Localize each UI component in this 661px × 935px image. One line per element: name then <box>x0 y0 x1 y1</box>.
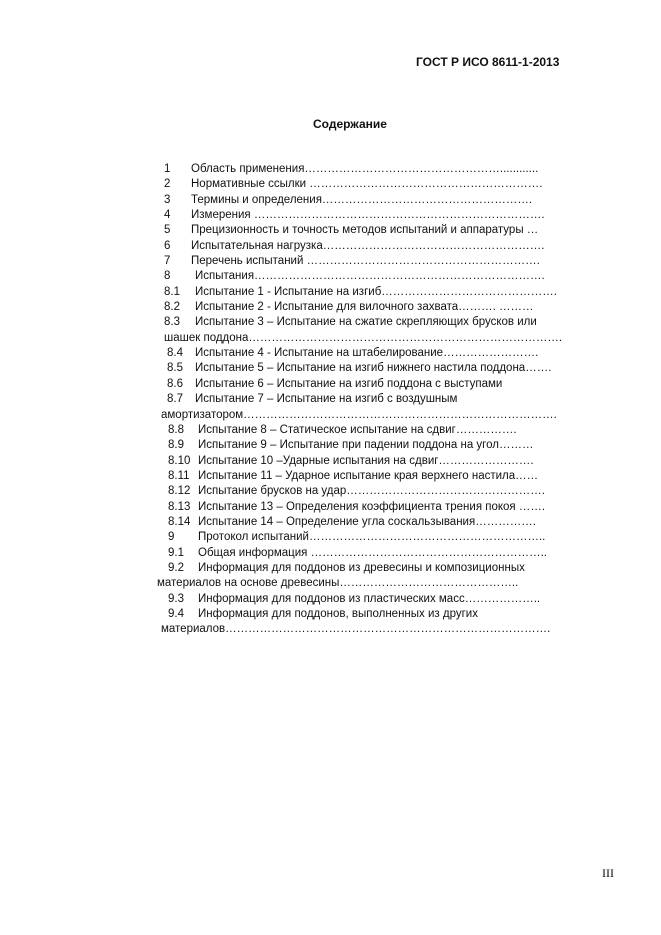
toc-entry[interactable] <box>0 469 661 484</box>
toc-entry-text: Информация для поддонов, выполненных из других <box>198 607 478 620</box>
toc-entry-text: Испытание 2 - Испытание для вилочного захвата………. ……… <box>195 301 534 314</box>
toc-entry-number: 8.13 <box>168 500 191 513</box>
toc-entry[interactable] <box>0 515 661 530</box>
toc-entry-number: 8.10 <box>168 454 191 467</box>
toc-entry-text: Испытание 11 – Ударное испытание края верхнего настила…… <box>198 469 539 482</box>
toc-entry-text: Испытание брусков на удар……………………………………………. <box>198 485 545 498</box>
toc-entry-number: 8.12 <box>168 485 191 498</box>
toc-entry-number: 9 <box>168 531 175 544</box>
toc-entry-text: Общая информация …………………………………………………….. <box>198 546 547 559</box>
toc-entry-continuation[interactable] <box>0 331 661 346</box>
toc-entry-text: Термины и определения………………………………………………. <box>191 193 533 206</box>
toc-title: Содержание <box>313 117 387 131</box>
toc-entry-text: Испытательная нагрузка…………………………………………………. <box>191 239 545 252</box>
toc-entry-text: Протокол испытаний…………………………………………………….. <box>198 531 546 544</box>
toc-entry-text: Область применения……………………………………………............ <box>191 163 539 175</box>
toc-entry-text: Испытание 5 – Испытание на изгиб нижнего настила поддона……. <box>195 362 552 375</box>
toc-entry-text: материалов на основе древесины……………………………………….. <box>157 577 519 590</box>
toc-entry-number: 8.1 <box>164 285 180 298</box>
toc-entry-number: 8.8 <box>168 423 184 436</box>
toc-entry-text: Информация для поддонов из древесины и композиционных <box>198 561 525 574</box>
toc-entry-text: амортизатором………………………………………………………………………. <box>161 408 557 421</box>
toc-entry-number: 3 <box>164 193 171 206</box>
toc-entry[interactable] <box>0 193 661 208</box>
toc-entry-number: 8.7 <box>167 393 183 406</box>
toc-entry-text: Нормативные ссылки ……………………………………………………. <box>191 178 543 191</box>
toc-entry[interactable] <box>0 392 661 407</box>
toc-entry[interactable] <box>0 254 661 269</box>
toc-entry[interactable] <box>0 361 661 376</box>
toc-entry-text: Испытание 13 – Определения коэффициента трения покоя ……. <box>198 500 546 513</box>
toc-entry-number: 8.5 <box>167 362 183 375</box>
toc-entry[interactable] <box>0 346 661 361</box>
toc-entry-number: 9.1 <box>168 546 184 559</box>
toc-entry-number: 8.4 <box>167 347 183 360</box>
toc-entry-text: Испытание 14 – Определение угла соскальзывания……………. <box>198 515 536 528</box>
toc-entry-continuation[interactable] <box>0 622 661 637</box>
toc-entry-text: шашек поддона………………………………………………………………………. <box>164 331 563 344</box>
toc-entry[interactable] <box>0 561 661 576</box>
toc-entry[interactable] <box>0 269 661 284</box>
toc-entry[interactable] <box>0 300 661 315</box>
toc-entry-number: 8.11 <box>168 469 190 482</box>
toc-entry-text: Испытание 3 – Испытание на сжатие скрепляющих брусков или <box>195 316 537 329</box>
toc-entry[interactable] <box>0 177 661 192</box>
toc-entry-number: 9.3 <box>168 592 184 605</box>
table-of-contents <box>0 162 661 638</box>
toc-entry[interactable] <box>0 592 661 607</box>
toc-entry[interactable] <box>0 454 661 469</box>
standard-code-header: ГОСТ Р ИСО 8611-1-2013 <box>416 55 560 69</box>
toc-entry[interactable] <box>0 500 661 515</box>
toc-entry[interactable] <box>0 223 661 238</box>
toc-entry-text: Испытание 8 – Статическое испытание на сдвиг……………. <box>198 423 517 436</box>
toc-entry-number: 9.2 <box>168 561 184 574</box>
toc-entry-text: Испытание 9 – Испытание при падении поддона на угол……… <box>198 439 534 452</box>
toc-entry[interactable] <box>0 484 661 499</box>
toc-entry-number: 8.6 <box>167 377 183 390</box>
toc-entry[interactable] <box>0 607 661 622</box>
toc-entry[interactable] <box>0 162 661 177</box>
toc-entry[interactable] <box>0 239 661 254</box>
toc-entry[interactable] <box>0 530 661 545</box>
toc-entry-text: Испытание 7 – Испытание на изгиб с воздушным <box>195 393 458 406</box>
toc-entry[interactable] <box>0 423 661 438</box>
toc-entry-number: 5 <box>164 224 171 237</box>
toc-entry-text: Испытание 4 - Испытание на штабелирование……………………. <box>195 347 539 360</box>
toc-entry-text: Испытание 10 –Ударные испытания на сдвиг……………………. <box>198 454 534 467</box>
toc-entry[interactable] <box>0 438 661 453</box>
toc-entry-continuation[interactable] <box>0 408 661 423</box>
toc-entry-text: Испытание 6 – Испытание на изгиб поддона с выступами <box>195 377 503 390</box>
toc-entry-text: Перечень испытаний ……………………………………………………. <box>191 255 540 268</box>
toc-entry-number: 1 <box>164 163 171 175</box>
toc-entry[interactable] <box>0 315 661 330</box>
page-number: III <box>602 866 614 880</box>
toc-entry-number: 9.4 <box>168 607 184 620</box>
toc-entry[interactable] <box>0 208 661 223</box>
toc-entry-number: 8 <box>164 270 171 283</box>
toc-entry-number: 8.9 <box>168 439 184 452</box>
toc-entry-text: Прецизионность и точность методов испытаний и аппаратуры … <box>191 224 539 237</box>
toc-entry-number: 2 <box>164 178 171 191</box>
toc-entry[interactable] <box>0 285 661 300</box>
toc-entry-number: 7 <box>164 255 171 268</box>
toc-entry-text: Информация для поддонов из пластических масс……………….. <box>198 592 541 605</box>
toc-entry-number: 8.3 <box>164 316 180 329</box>
toc-entry-number: 4 <box>164 209 171 222</box>
toc-entry-number: 6 <box>164 239 171 252</box>
toc-entry-continuation[interactable] <box>0 576 661 591</box>
toc-entry-text: Измерения …………………………………………………………………. <box>191 209 545 222</box>
toc-entry-text: материалов…………………………………………………………………………. <box>161 623 551 636</box>
toc-entry-text: Испытание 1 - Испытание на изгиб………………………………………. <box>195 285 557 298</box>
toc-entry-text: Испытания…………………………………………………………………. <box>195 270 545 283</box>
toc-entry[interactable] <box>0 377 661 392</box>
toc-entry-number: 8.14 <box>168 515 191 528</box>
toc-entry[interactable] <box>0 546 661 561</box>
toc-entry-number: 8.2 <box>164 301 180 314</box>
